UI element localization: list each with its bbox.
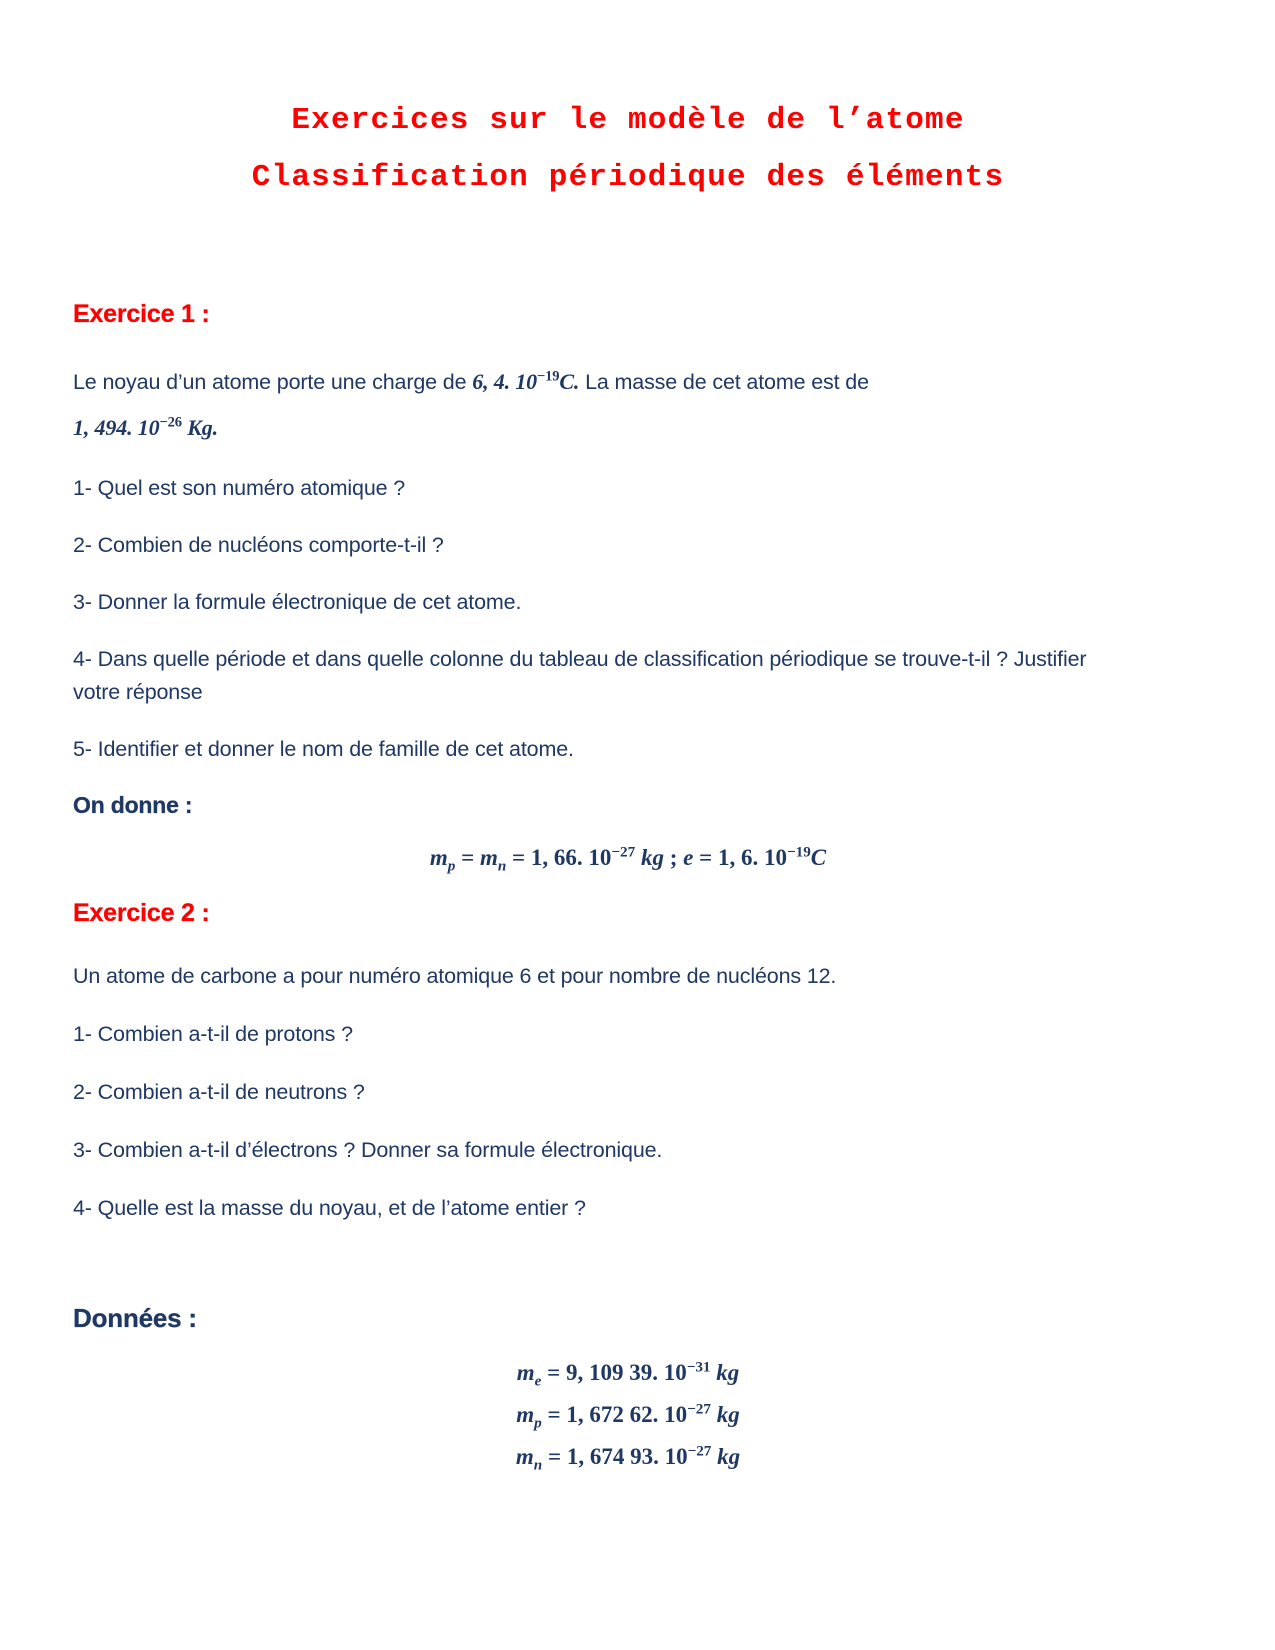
mp2-unit: kg <box>710 1402 740 1427</box>
charge-unit: C. <box>559 369 580 394</box>
mass-mantissa: 1, 494. 10 <box>73 415 160 440</box>
mn2-subscript: n <box>533 1456 543 1474</box>
me-equals: = <box>541 1360 566 1385</box>
exercise-1-heading: Exercice 1 : <box>73 300 210 328</box>
e-symbol: e <box>683 845 694 870</box>
nucleon-mass-mantissa: 1, 66. 10 <box>530 845 612 870</box>
mp2-exponent: −27 <box>687 1400 711 1418</box>
proton-mass-formula <box>516 1400 740 1432</box>
elementary-charge-exponent: −19 <box>786 843 811 861</box>
on-donne-formula-row <box>73 843 1183 875</box>
equals-1: = <box>455 845 480 870</box>
mn2-mantissa: 1, 674 93. 10 <box>566 1444 688 1469</box>
document-content <box>73 0 1183 1474</box>
exercise-1-mass-line <box>73 411 1183 445</box>
page-title-line-1: Exercices sur le modèle de l’atome <box>291 103 965 138</box>
mp-subscript: p <box>447 857 456 875</box>
exercise-2-intro-paragraph: Un atome de carbone a pour numéro atomique 6 et pour nombre de nucléons 12. <box>73 964 837 988</box>
mass-exponent: −26 <box>159 414 182 431</box>
mn-subscript: n <box>497 857 507 875</box>
exercise-2-question-1: 1- Combien a-t-il de protons ? <box>73 1022 353 1046</box>
exercise-1-mass-value <box>73 415 218 440</box>
exercise-1-question-5: 5- Identifier et donner le nom de famille de cet atome. <box>73 737 574 761</box>
mn2-unit: kg <box>711 1444 741 1469</box>
mn2-symbol: m <box>515 1444 534 1469</box>
elementary-charge-unit: C <box>810 845 827 870</box>
exercise-2-question-3: 3- Combien a-t-il d’électrons ? Donner sa formule électronique. <box>73 1138 663 1162</box>
electron-mass-formula <box>516 1358 740 1390</box>
exercise-1-intro-text-part-1: Le noyau d’un atome porte une charge de <box>73 370 473 394</box>
exercise-2-question-4: 4- Quelle est la masse du noyau, et de l’atome entier ? <box>73 1196 586 1220</box>
exercise-1-charge-value <box>472 369 579 394</box>
elementary-charge-mantissa: 1, 6. 10 <box>717 845 787 870</box>
exercise-2-heading: Exercice 2 : <box>73 899 210 927</box>
equals-3: = <box>693 845 718 870</box>
mn-symbol: m <box>479 845 498 870</box>
nucleon-mass-unit: kg <box>635 845 664 870</box>
me-exponent: −31 <box>686 1358 711 1376</box>
donnees-label: Données : <box>73 1303 197 1333</box>
me-symbol: m <box>516 1360 535 1385</box>
me-subscript: e <box>534 1372 542 1390</box>
exercise-1-question-3: 3- Donner la formule électronique de cet atome. <box>73 590 522 614</box>
me-unit: kg <box>710 1360 740 1385</box>
mn2-equals: = <box>542 1444 567 1469</box>
exercise-1-question-2: 2- Combien de nucléons comporte-t-il ? <box>73 533 444 557</box>
mp2-symbol: m <box>516 1402 535 1427</box>
donnees-formula-row-neutron <box>73 1442 1183 1474</box>
mn2-exponent: −27 <box>687 1442 712 1460</box>
mp2-mantissa: 1, 672 62. 10 <box>566 1402 688 1427</box>
charge-mantissa: 6, 4. 10 <box>472 369 538 394</box>
donnees-formula-row-proton <box>73 1400 1183 1432</box>
neutron-mass-formula <box>515 1442 741 1474</box>
document-title-block <box>73 92 1183 206</box>
on-donne-formula <box>429 843 827 875</box>
exercise-1-question-1: 1- Quel est son numéro atomique ? <box>73 476 406 500</box>
mass-unit: Kg. <box>187 415 218 440</box>
exercise-2-question-2: 2- Combien a-t-il de neutrons ? <box>73 1080 365 1104</box>
equals-2: = <box>506 845 531 870</box>
mp2-subscript: p <box>534 1414 542 1432</box>
formula-separator: ; <box>663 845 684 870</box>
exercise-1-intro-text-part-2: La masse de cet atome est de <box>579 370 869 394</box>
exercise-1-question-4: 4- Dans quelle période et dans quelle colonne du tableau de classification périodique se trouve-t-il ? Justifier votre réponse <box>73 647 1087 704</box>
charge-exponent: −19 <box>537 368 560 385</box>
on-donne-label: On donne : <box>73 792 193 818</box>
donnees-formula-row-electron <box>73 1358 1183 1390</box>
exercise-1-intro-paragraph <box>73 365 1073 399</box>
me-mantissa: 9, 109 39. 10 <box>565 1360 687 1385</box>
mp-symbol: m <box>429 845 448 870</box>
page-title-line-2: Classification périodique des éléments <box>251 160 1005 195</box>
mp2-equals: = <box>541 1402 567 1427</box>
nucleon-mass-exponent: −27 <box>611 843 636 861</box>
